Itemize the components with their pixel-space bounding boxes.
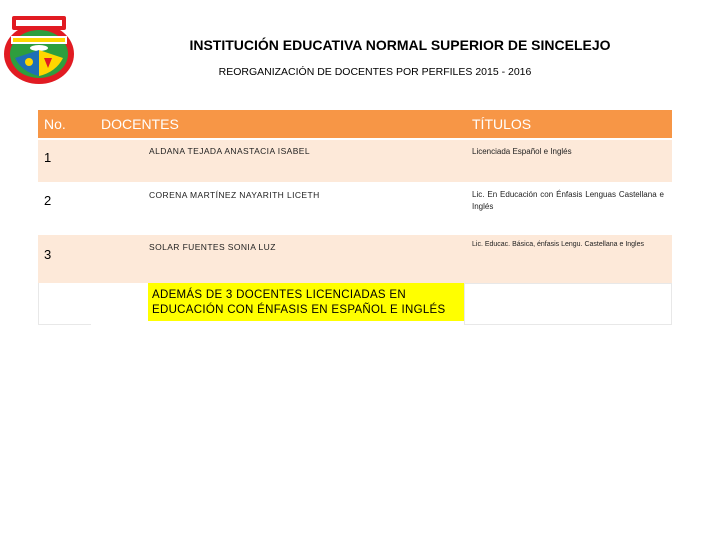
table-note-row [38, 283, 672, 325]
column-header-docentes: DOCENTES [91, 110, 464, 140]
page-title: INSTITUCIÓN EDUCATIVA NORMAL SUPERIOR DE SINCELEJO [189, 37, 611, 53]
page-subtitle: REORGANIZACIÓN DE DOCENTES POR PERFILES 2015 - 2016 [218, 66, 532, 78]
empty-cell [464, 283, 672, 325]
highlighted-note: ADEMÁS DE 3 DOCENTES LICENCIADAS EN EDUCACIÓN CON ÉNFASIS EN ESPAÑOL E INGLÉS [148, 283, 464, 321]
teacher-degree: Lic. En Educación con Énfasis Lenguas Castellana e Inglés [464, 183, 672, 235]
row-number: 3 [38, 235, 91, 283]
empty-cell [38, 283, 91, 325]
row-number: 2 [38, 183, 91, 235]
table-row [38, 235, 672, 283]
teacher-name: CORENA MARTÍNEZ NAYARITH LICETH [91, 183, 464, 235]
table-header-row [38, 110, 672, 140]
school-crest-icon [2, 14, 76, 86]
teachers-table [38, 110, 672, 325]
teacher-degree: Lic. Educac. Básica, énfasis Lengu. Castellana e Ingles [464, 235, 672, 283]
column-header-no: No. [38, 110, 91, 140]
note-cell [91, 283, 464, 325]
teacher-name: SOLAR FUENTES SONIA LUZ [91, 235, 464, 283]
table-row [38, 183, 672, 235]
column-header-titulos: TÍTULOS [464, 110, 672, 140]
teacher-name: ALDANA TEJADA ANASTACIA ISABEL [91, 140, 464, 183]
table-row [38, 140, 672, 183]
teacher-degree: Licenciada Español e Inglés [464, 140, 672, 183]
row-number: 1 [38, 140, 91, 183]
